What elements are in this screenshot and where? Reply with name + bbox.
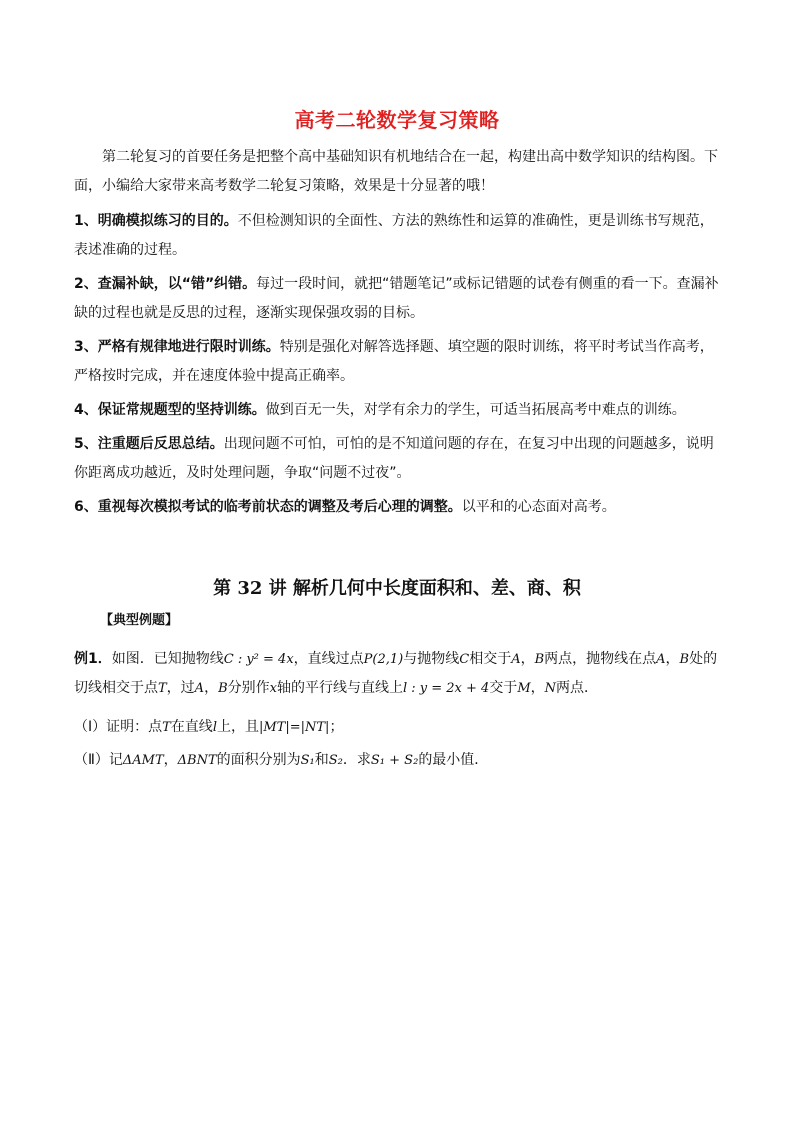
math-expression: T	[158, 681, 167, 696]
part-text: 的面积分别为	[216, 752, 301, 768]
math-expression: ΔAMT	[122, 753, 164, 768]
math-expression: ΔBNT	[177, 753, 217, 768]
tip-text: 不但检测知识的全面性、方法的熟练性和运算的准确性，更是训练书写规范，表述准确的过程。	[74, 213, 714, 258]
tip-item	[74, 270, 724, 328]
math-expression: B	[218, 681, 228, 696]
tip-text: 每过一段时间，就把“错题笔记”或标记错题的试卷有侧重的看一下。查漏补缺的过程也就是反思的过程，逐渐实现保强攻弱的目标。	[74, 276, 719, 321]
math-expression: S₁	[300, 753, 315, 768]
problem-part-2	[74, 746, 724, 775]
example-text: 轴的平行线与直线上	[276, 680, 403, 696]
tip-lead: 6、重视每次模拟考试的临考前状态的调整及考后心理的调整。	[74, 499, 462, 515]
tip-item	[74, 493, 724, 522]
math-expression: S₁ + S₂	[370, 753, 419, 768]
tip-lead: 3、严格有规律地进行限时训练。	[74, 339, 280, 355]
example-text: ，	[520, 651, 535, 667]
example-lead: 例1．	[74, 651, 112, 667]
example-text: 两点．	[556, 680, 598, 696]
part-text: 上，且	[216, 719, 259, 735]
part-text: ；	[329, 719, 344, 735]
tip-text: 出现问题不可怕，可怕的是不知道问题的存在，在复习中出现的问题越多，说明你距离成功越近，及时处理问题，争取“问题不过夜”。	[74, 436, 714, 481]
math-expression: S₂	[328, 753, 343, 768]
math-expression: N	[544, 681, 556, 696]
math-expression: M	[517, 681, 531, 696]
part-text: ，	[163, 752, 178, 768]
part-text: （Ⅱ）记	[74, 752, 123, 768]
tip-text: 做到百无一失，对学有余力的学生，可适当拓展高考中难点的训练。	[265, 402, 686, 418]
tip-item	[74, 430, 724, 488]
math-expression: B	[679, 652, 690, 667]
example-text: 与抛物线	[403, 651, 460, 667]
math-expression: l : y = 2x + 4	[402, 681, 490, 696]
example-text: ，	[204, 680, 219, 696]
example-text: 两点，抛物线在点	[544, 651, 657, 667]
part-text: 的最小值．	[418, 752, 489, 768]
math-expression: x	[269, 681, 277, 696]
math-expression: B	[534, 652, 545, 667]
tip-lead: 2、查漏补缺，以“错”纠错。	[74, 276, 257, 292]
example-text: 交于	[489, 680, 518, 696]
tip-item	[74, 207, 724, 265]
tip-lead: 5、注重题后反思总结。	[74, 436, 224, 452]
tip-item	[74, 396, 724, 425]
example-text: 处的切线相交于点	[74, 651, 718, 696]
example-problem	[74, 645, 724, 703]
part-text: （Ⅰ）证明：点	[74, 719, 163, 735]
page-title: 高考二轮数学复习策略	[294, 108, 500, 132]
tip-lead: 1、明确模拟练习的目的。	[74, 213, 238, 229]
tip-text: 以平和的心态面对高考。	[461, 499, 616, 515]
math-expression: C : y² = 4x	[223, 652, 294, 667]
part-text: 在直线	[170, 719, 213, 735]
math-expression: A	[194, 681, 205, 696]
math-expression: A	[656, 652, 666, 667]
math-expression: C	[459, 652, 470, 667]
math-expression: A	[511, 652, 521, 667]
example-text: ，	[530, 680, 545, 696]
example-text: 相交于	[469, 651, 512, 667]
example-text: ，	[665, 651, 680, 667]
math-expression: P(2,1)	[363, 652, 404, 667]
tip-item	[74, 333, 724, 391]
example-text: ，直线过点	[293, 651, 364, 667]
section-label: 【典型例题】	[100, 613, 179, 628]
example-text: 分别作	[227, 680, 270, 696]
lecture-title: 第 32 讲 解析几何中长度面积和、差、商、积	[213, 578, 581, 599]
math-expression: T	[162, 720, 171, 735]
tip-lead: 4、保证常规题型的坚持训练。	[74, 402, 266, 418]
math-expression: l	[212, 720, 217, 735]
part-text: ．求	[342, 752, 371, 768]
math-expression: |MT|=|NT|	[258, 720, 330, 735]
part-text: 和	[314, 752, 329, 768]
problem-part-1	[74, 713, 724, 742]
tip-text: 特别是强化对解答选择题、填空题的限时训练，将平时考试当作高考，严格按时完成，并在速度体验中提高正确率。	[74, 339, 714, 384]
intro-paragraph: 第二轮复习的首要任务是把整个高中基础知识有机地结合在一起，构建出高中数学知识的结构图。下面，小编给大家带来高考数学二轮复习策略，效果是十分显著的哦！	[74, 149, 718, 194]
example-text: 如图．已知抛物线	[111, 651, 224, 667]
example-text: ，过	[166, 680, 195, 696]
